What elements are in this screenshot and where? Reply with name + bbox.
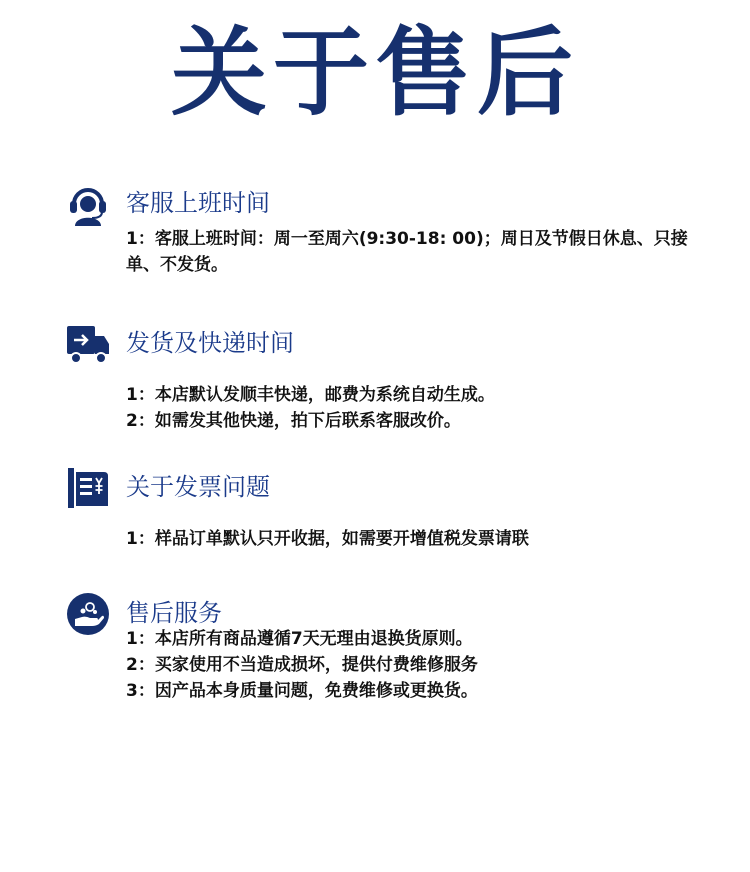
section-heading: 客服上班时间 [126, 189, 270, 217]
line-item: 1：客服上班时间：周一至周六(9:30-18: 00)；周日及节假日休息、只接单、不发货。 [126, 229, 688, 275]
line-item: 2：买家使用不当造成损坏，提供付费维修服务 [126, 655, 478, 675]
line-item: 1：样品订单默认只开收据，如需要开增值税发票请联 [126, 529, 529, 549]
section-lines [126, 626, 726, 704]
section-lines [126, 526, 726, 552]
section-heading: 售后服务 [126, 599, 222, 627]
section-lines [126, 226, 726, 278]
truck-icon [66, 322, 110, 366]
headset-icon [66, 182, 110, 226]
line-item: 2：如需发其他快递，拍下后联系客服改价。 [126, 411, 461, 431]
line-item: 3：因产品本身质量问题，免费维修或更换货。 [126, 681, 478, 701]
service-hand-icon [66, 592, 110, 636]
line-item: 1：本店所有商品遵循7天无理由退换货原则。 [126, 629, 473, 649]
section-heading: 发货及快递时间 [126, 329, 294, 357]
page-title: 关于售后 [171, 17, 579, 129]
section-heading: 关于发票问题 [126, 473, 270, 501]
line-item: 1：本店默认发顺丰快递，邮费为系统自动生成。 [126, 385, 495, 405]
invoice-icon [66, 466, 110, 510]
section-lines [126, 382, 726, 434]
